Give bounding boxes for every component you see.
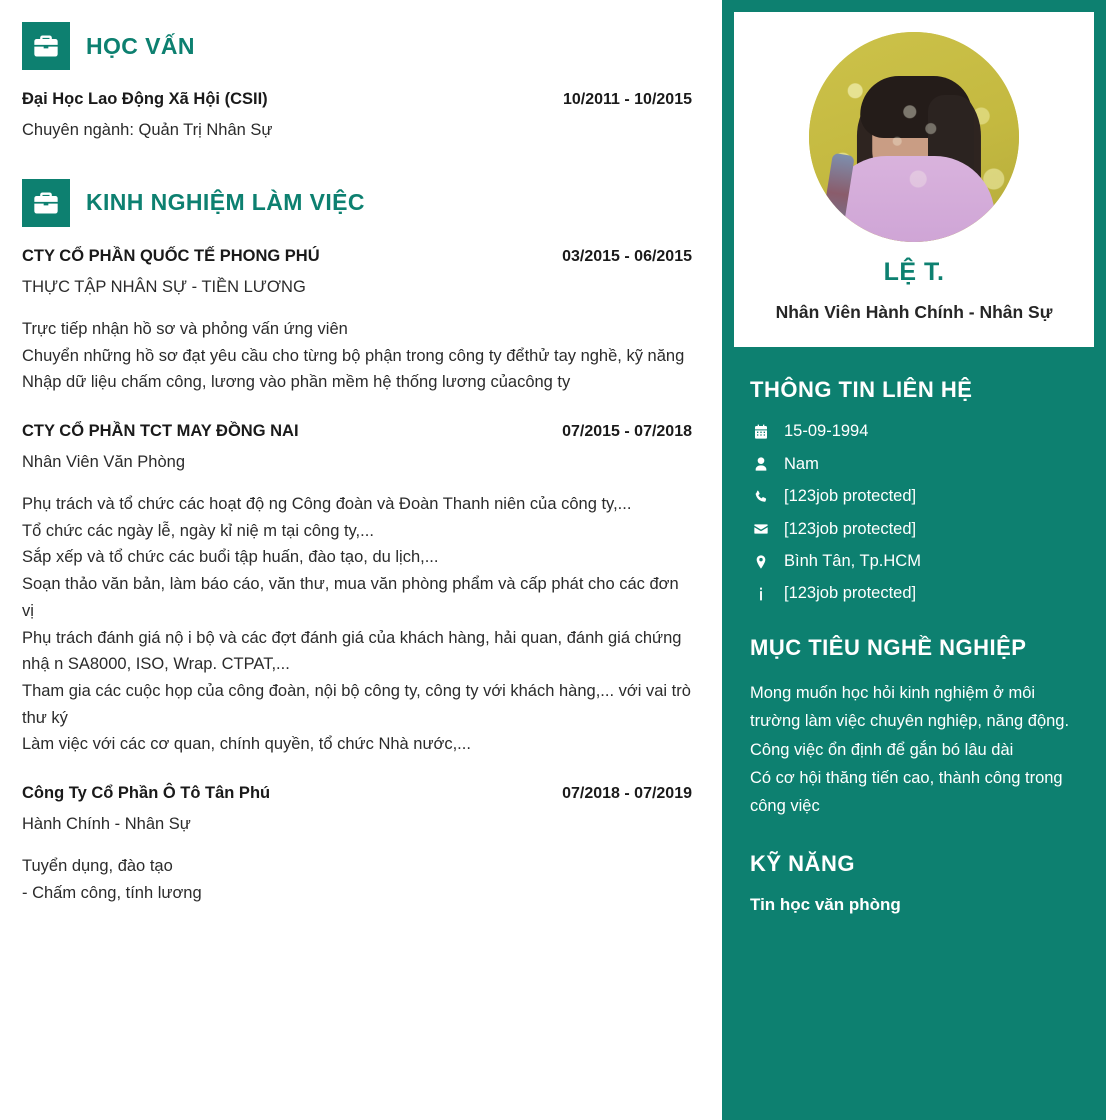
section-header-education [22, 22, 692, 70]
entry-header [22, 422, 692, 441]
bullet-line: Tuyển dụng, đào tạo [22, 857, 173, 876]
skill-item: Tin học văn phòng [750, 894, 901, 914]
calendar-icon [752, 424, 770, 440]
user-icon [752, 456, 770, 472]
profile-name: LỆ T. [883, 258, 945, 286]
entry-role: THỰC TẬP NHÂN SỰ - TIỀN LƯƠNG [22, 277, 306, 296]
entry-bullets [22, 853, 692, 906]
profile-card [734, 12, 1094, 347]
contact-item-other[interactable] [752, 583, 1086, 604]
bullet-line: Làm việc với các cơ quan, chính quyền, tổ chức Nhà nước,... [22, 735, 471, 754]
section-title-contact: THÔNG TIN LIÊN HỆ [750, 377, 973, 403]
map-pin-icon [752, 554, 770, 570]
bullet-line: Phụ trách đánh giá nộ i bộ và các đợt đánh giá của khách hàng, hải quan, đánh giá chứng nhậ n SA8000, ISO, Wrap. CTPAT,... [22, 628, 682, 674]
briefcase-icon [22, 22, 70, 70]
entry-date-range: 03/2015 - 06/2015 [562, 247, 692, 265]
entry-header [22, 784, 692, 803]
contact-section [734, 377, 1094, 605]
objective-line: Mong muốn học hỏi kinh nghiệm ở môi trường làm việc chuyên nghiệp, năng động. [750, 683, 1070, 731]
bullet-line: - Chấm công, tính lương [22, 883, 202, 902]
bullet-line: Trực tiếp nhận hồ sơ và phỏng vấn ứng viên [22, 319, 348, 338]
contact-item-birthdate [752, 421, 1086, 442]
contact-value: [123job protected] [784, 519, 917, 538]
entry-role: Hành Chính - Nhân Sự [22, 815, 191, 834]
bullet-line: Phụ trách và tổ chức các hoạt độ ng Công đoàn và Đoàn Thanh niên của công ty,... [22, 494, 632, 513]
entry-date-range: 07/2015 - 07/2018 [562, 423, 692, 440]
skills-section [734, 851, 1094, 915]
bullet-line: Tổ chức các ngày lễ, ngày kỉ niệ m tại công ty,... [22, 521, 374, 540]
entry-bullets [22, 491, 692, 758]
section-title-experience: KINH NGHIỆM LÀM VIỆC [86, 189, 365, 216]
section-title-education: HỌC VẤN [86, 32, 195, 59]
bullet-line: Chuyển những hồ sơ đạt yêu cầu cho từng bộ phận trong công ty đểthử tay nghề, kỹ năng [22, 346, 685, 365]
contact-item-email[interactable] [752, 519, 1086, 540]
section-title-skills: KỸ NĂNG [750, 850, 855, 876]
objective-section [734, 635, 1094, 821]
contact-item-phone[interactable] [752, 486, 1086, 507]
entry-bullets [22, 316, 692, 396]
contact-item-gender [752, 454, 1086, 475]
bullet-line: Soạn thảo văn bản, làm báo cáo, văn thư, mua văn phòng phẩm và cấp phát cho các đơn vị [22, 575, 679, 620]
contact-list [752, 421, 1086, 605]
entry-header [22, 247, 692, 266]
objective-line: Có cơ hội thăng tiến cao, thành công trong công việc [750, 769, 1063, 816]
entry-header [22, 90, 692, 109]
entry-role: Chuyên ngành: Quản Trị Nhân Sự [22, 121, 273, 139]
avatar [809, 32, 1019, 242]
contact-value: [123job protected] [784, 487, 917, 506]
contact-value: Bình Tân, Tp.HCM [784, 552, 921, 570]
phone-icon [752, 489, 770, 505]
briefcase-icon [22, 179, 70, 227]
entry-date-range: 10/2011 - 10/2015 [562, 91, 692, 108]
section-header-experience [22, 179, 692, 227]
contact-item-location [752, 551, 1086, 572]
objective-line: Công việc ổn định để gắn bó lâu dài [750, 740, 1014, 759]
info-icon [752, 586, 770, 602]
entry-organization: CTY CỔ PHẦN TCT MAY ĐỒNG NAI [22, 422, 299, 440]
education-entry [22, 90, 692, 143]
cv-sidebar [722, 0, 1106, 1120]
entry-organization: Công Ty Cổ Phần Ô Tô Tân Phú [22, 784, 271, 803]
bullet-line: Tham gia các cuộc họp của công đoàn, nội bộ công ty, công ty với khách hàng,... với vai trò thư ký [22, 681, 691, 727]
entry-date-range: 07/2018 - 07/2019 [562, 785, 692, 803]
objective-body [750, 679, 1078, 821]
bullet-line: Sắp xếp và tổ chức các buổi tập huấn, đào tạo, du lịch,... [22, 548, 439, 567]
section-title-objective: MỤC TIÊU NGHỀ NGHIỆP [750, 634, 1027, 660]
experience-entry [22, 422, 692, 758]
contact-value: Nam [784, 454, 819, 473]
envelope-icon [752, 521, 770, 537]
contact-value: 15-09-1994 [784, 422, 869, 441]
entry-organization: Đại Học Lao Động Xã Hội (CSII) [22, 90, 268, 108]
experience-entry [22, 784, 692, 906]
entry-role: Nhân Viên Văn Phòng [22, 453, 185, 471]
bullet-line: Nhập dữ liệu chấm công, lương vào phần mềm hệ thống lương củacông ty [22, 373, 571, 392]
entry-organization: CTY CỔ PHẦN QUỐC TẾ PHONG PHÚ [22, 246, 320, 265]
contact-value: [123job protected] [784, 584, 917, 603]
experience-entry [22, 247, 692, 396]
profile-job-title: Nhân Viên Hành Chính - Nhân Sự [775, 302, 1053, 322]
